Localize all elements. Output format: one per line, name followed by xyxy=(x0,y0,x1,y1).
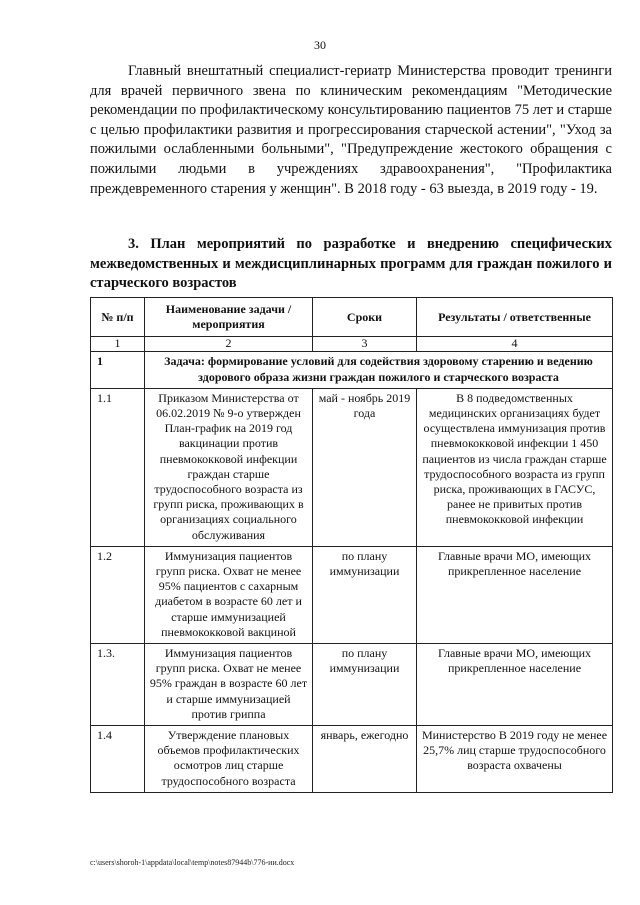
task-row xyxy=(91,352,613,388)
intro-paragraph: Главный внештатный специалист-гериатр Министерства проводит тренинги для врачей первичного звена по клиническим рекомендациям "Методические рекомендации по профилактическому консультированию пациентов 75 лет и старше с целью профилактики развития и прогрессирования старческой астении", "Уход за пожилыми ослабленными больными", "Предупреждение жестокого обращения с пожилыми людьми в учреждениях здравоохранения", "Профилактика преждевременного старения у женщин". В 2018 году - 63 выезда, в 2019 году - 19. xyxy=(90,63,612,197)
row-number: 1.4 xyxy=(91,726,145,793)
column-number: 2 xyxy=(145,337,313,352)
row-number: 1.2 xyxy=(91,546,145,643)
header-dates: Сроки xyxy=(313,298,417,337)
row-dates: май - ноябрь 2019 года xyxy=(313,388,417,546)
header-task: Наименование задачи / мероприятия xyxy=(145,298,313,337)
table-header-row xyxy=(91,298,613,337)
header-results: Результаты / ответственные xyxy=(417,298,613,337)
table-row xyxy=(91,546,613,643)
column-number-row xyxy=(91,337,613,352)
column-number: 4 xyxy=(417,337,613,352)
row-dates: по плану иммунизации xyxy=(313,644,417,726)
row-results: Главные врачи МО, имеющих прикрепленное население xyxy=(417,644,613,726)
task-number: 1 xyxy=(91,352,145,388)
section-title: 3. План мероприятий по разработке и внедрению специфических межведомственных и междисциплинарных программ для граждан пожилого и старческого возрастов xyxy=(90,236,612,292)
row-number: 1.1 xyxy=(91,388,145,546)
table-row xyxy=(91,388,613,546)
column-number: 1 xyxy=(91,337,145,352)
task-text: Задача: формирование условий для содействия здоровому старению и ведению здорового образа жизни граждан пожилого и старческого возраста xyxy=(145,352,613,388)
table-row xyxy=(91,726,613,793)
column-number: 3 xyxy=(313,337,417,352)
row-task: Иммунизация пациентов групп риска. Охват не менее 95% граждан в возрасте 60 лет и старше иммунизацией против гриппа xyxy=(145,644,313,726)
row-task: Утверждение плановых объемов профилактических осмотров лиц старше трудоспособного возраста xyxy=(145,726,313,793)
plan-table xyxy=(90,297,613,793)
row-results: В 8 подведомственных медицинских организациях будет осуществлена иммунизация против пневмококковой инфекции 1 450 пациентов из числа граждан старше трудоспособного возраста из групп риска, проживающих в ГАСУС, ранее не привитых против пневмококковой инфекции xyxy=(417,388,613,546)
row-results: Главные врачи МО, имеющих прикрепленное население xyxy=(417,546,613,643)
row-task: Приказом Министерства от 06.02.2019 № 9-о утвержден План-график на 2019 год вакцинации против пневмококковой инфекции граждан старше трудоспособного возраста из групп риска, проживающих в организациях социального обслуживания xyxy=(145,388,313,546)
footer-file-path: c:\users\shoroh-1\appdata\local\temp\notes87944b\776-ии.docx xyxy=(90,858,295,867)
row-results: Министерство В 2019 году не менее 25,7% лиц старше трудоспособного возраста охвачены xyxy=(417,726,613,793)
row-number: 1.3. xyxy=(91,644,145,726)
row-dates: по плану иммунизации xyxy=(313,546,417,643)
row-dates: январь, ежегодно xyxy=(313,726,417,793)
table-row xyxy=(91,644,613,726)
page-number: 30 xyxy=(314,38,326,52)
header-num: № п/п xyxy=(91,298,145,337)
row-task: Иммунизация пациентов групп риска. Охват не менее 95% пациентов с сахарным диабетом в возрасте 60 лет и старше иммунизацией пневмококковой вакциной xyxy=(145,546,313,643)
